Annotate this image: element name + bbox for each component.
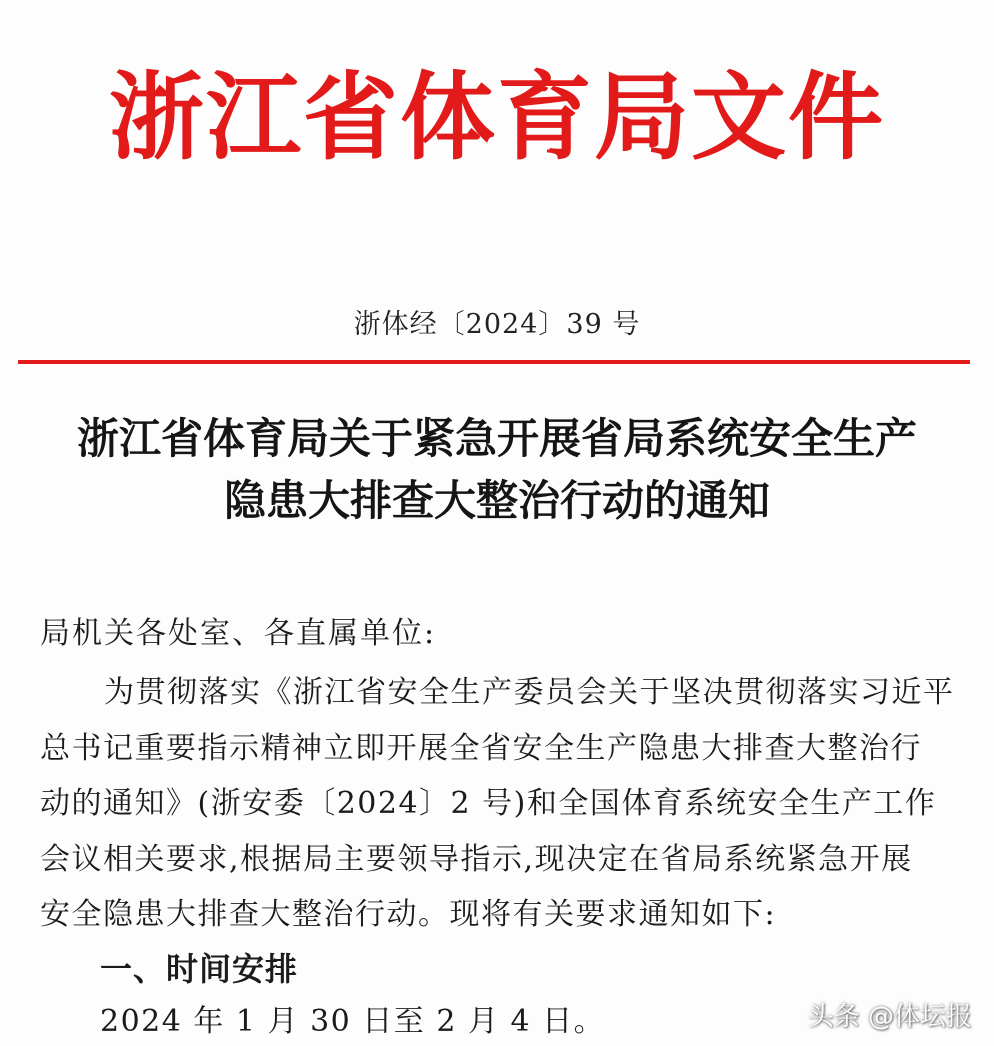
salutation: 局机关各处室、各直属单位: (40, 616, 437, 651)
body-paragraph (40, 665, 955, 943)
notice-title-line-2: 隐患大排查大整治行动的通知 (223, 476, 770, 525)
notice-title (0, 408, 994, 532)
body-line: 总书记重要指示精神立即开展全省安全生产隐患大排查大整治行 (40, 730, 922, 766)
body-line: 为贯彻落实《浙江省安全生产委员会关于坚决贯彻落实习近平 (104, 675, 955, 710)
document-number: 浙体经〔2024〕39 号 (353, 309, 641, 340)
body-line: 动的通知》(浙安委〔2024〕2 号)和全国体育系统安全生产工作 (40, 786, 937, 821)
source-watermark: 头条 @体坛报 (807, 1002, 972, 1032)
body-line: 会议相关要求,根据局主要领导指示,现决定在省局系统紧急开展 (40, 841, 913, 877)
notice-title-line-1: 浙江省体育局关于紧急开展省局系统安全生产 (76, 414, 917, 463)
section-heading-time-schedule: 一、时间安排 (100, 950, 299, 988)
document-header-title: 浙江省体育局文件 (108, 62, 885, 173)
body-line: 安全隐患大排查大整治行动。现将有关要求通知如下: (40, 897, 777, 932)
red-separator-line (18, 360, 970, 364)
section-content-date-range: 2024 年 1 月 30 日至 2 月 4 日。 (100, 1004, 606, 1039)
